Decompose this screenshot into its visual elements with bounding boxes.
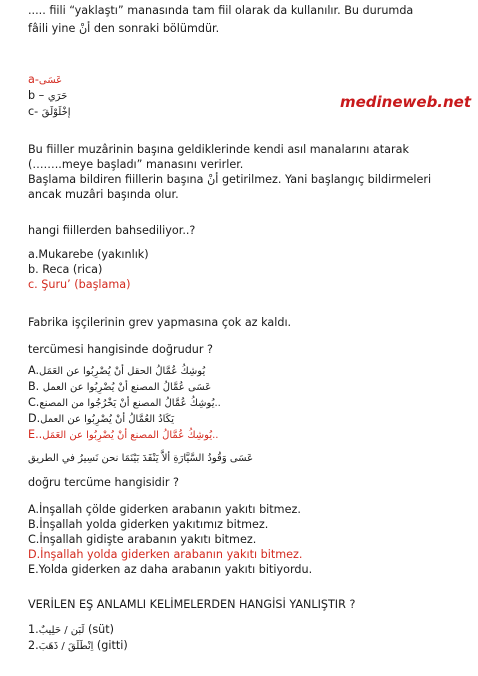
q4-title: VERİLEN EŞ ANLAMLI KELİMELERDEN HANGİSİ YANLIŞTIR ?	[28, 598, 356, 611]
q2-option-b	[28, 380, 211, 395]
q2-sentence: Fabrika işçilerinin grev yapmasına çok az kaldı.	[28, 316, 292, 329]
para2-line-3-prefix: Başlama bildiren fiillerin başına	[28, 173, 208, 186]
q3-option-d: D.İnşallah yolda giderken arabanın yakıtı bitmez.	[28, 548, 303, 561]
q2-option-a	[28, 364, 205, 379]
q3-question: doğru tercüme hangisidir ?	[28, 476, 179, 489]
intro-line-2	[28, 22, 219, 36]
q3-option-e: E.Yolda giderken az daha arabanın yakıtı bitiyordu.	[28, 563, 313, 576]
q2-option-d-label: D.	[28, 412, 41, 425]
q2-option-b-label: B.	[28, 380, 43, 393]
para2-line-3	[28, 173, 431, 187]
para2-line-2: (……..meye başladı” manasını verirler.	[28, 158, 244, 171]
q2-option-b-arabic: عَسَى عُمَّالُ المصنع أنْ يُضْرِبُوا عن العمل	[42, 382, 212, 393]
q1-option-b: b. Reca (rica)	[28, 263, 103, 276]
q4-item-1-arabic: لَبَن / حَلِيبٌ	[38, 625, 85, 636]
q4-item-2	[28, 639, 128, 654]
q2-option-e	[28, 428, 218, 443]
option-c-label: c-	[28, 105, 42, 118]
option-a-label: a-	[28, 73, 39, 86]
watermark: medineweb.net	[340, 93, 472, 111]
q4-item-1-num: 1.	[28, 623, 39, 636]
q2-option-d	[28, 412, 174, 427]
para2-line-3-suffix: getirilmez. Yani başlangıç bildirmeleri	[218, 173, 432, 186]
q2-option-a-label: A.	[28, 364, 40, 377]
q2-option-e-label: E..	[28, 428, 43, 441]
para2-line-4: ancak muzâri başında olur.	[28, 188, 179, 201]
q2-question: tercümesi hangisinde doğrudur ?	[28, 343, 213, 356]
q1-option-a: a.Mukarebe (yakınlık)	[28, 248, 149, 261]
option-a-arabic: عَسَى	[38, 75, 63, 86]
intro-arabic: أنْ	[78, 22, 91, 35]
para2-line-1: Bu fiiller muzârinin başına geldiklerinde kendi asıl manalarını atarak	[28, 143, 409, 156]
intro-line-1: ..... fiili “yaklaştı” manasında tam fiil olarak da kullanılır. Bu durumda	[28, 4, 414, 17]
option-b	[28, 89, 67, 104]
option-c-arabic: إخْلَوْلَقَ	[41, 107, 71, 118]
q4-item-2-arabic: اِنْطَلَقَ / ذَهَبَ	[38, 641, 94, 652]
intro-line-2-prefix: fâili yine	[28, 22, 79, 35]
q1-question: hangi fiillerden bahsediliyor..?	[28, 224, 196, 237]
q3-option-b: B.İnşallah yolda giderken yakıtımız bitmez.	[28, 518, 269, 531]
q2-option-c	[28, 396, 221, 411]
option-b-label: b –	[28, 89, 48, 102]
q4-item-2-num: 2.	[28, 639, 39, 652]
q2-option-c-label: C.	[28, 396, 40, 409]
option-b-arabic: حَرَي	[47, 91, 68, 102]
q3-option-c: C.İnşallah gidişte arabanın yakıtı bitmez.	[28, 533, 257, 546]
q2-option-c-arabic: يُوشِكُ عُمَّالُ المصنع أنْ يَخْرُجُوا من المصنع..	[39, 398, 221, 409]
q4-item-2-meaning: (gitti)	[93, 639, 128, 652]
q2-option-a-arabic: يُوشِكُ عُمَّالُ الحقل أنْ يُضْرِبُوا عن العَمَل	[39, 366, 206, 377]
q1-option-c: c. Şuru’ (başlama)	[28, 278, 131, 291]
option-c	[28, 105, 71, 120]
q3-option-a: A.İnşallah çölde giderken arabanın yakıtı bitmez.	[28, 503, 301, 516]
q2-option-e-arabic: يُوشِكُ عُمَّالُ المصنع أنْ يُضْرِبُوا عن العَمَل..	[42, 430, 219, 441]
para2-arabic: أنْ	[207, 173, 219, 186]
option-a	[28, 73, 62, 88]
q3-arabic-sentence: عَسَى وَقُودُ السَّيَّارَةِ ألاَّ يَنْفَدَ بَيْنَمَا نحن نَسِيرُ في الطريق	[28, 453, 254, 464]
q4-item-1-meaning: (süt)	[84, 623, 115, 636]
intro-line-2-suffix: den sonraki bölümdür.	[90, 22, 220, 35]
q2-option-d-arabic: يَكَادُ العُمَّالُ أنْ يُضْرِبُوا عن العمل	[40, 414, 175, 425]
q4-item-1	[28, 623, 114, 638]
